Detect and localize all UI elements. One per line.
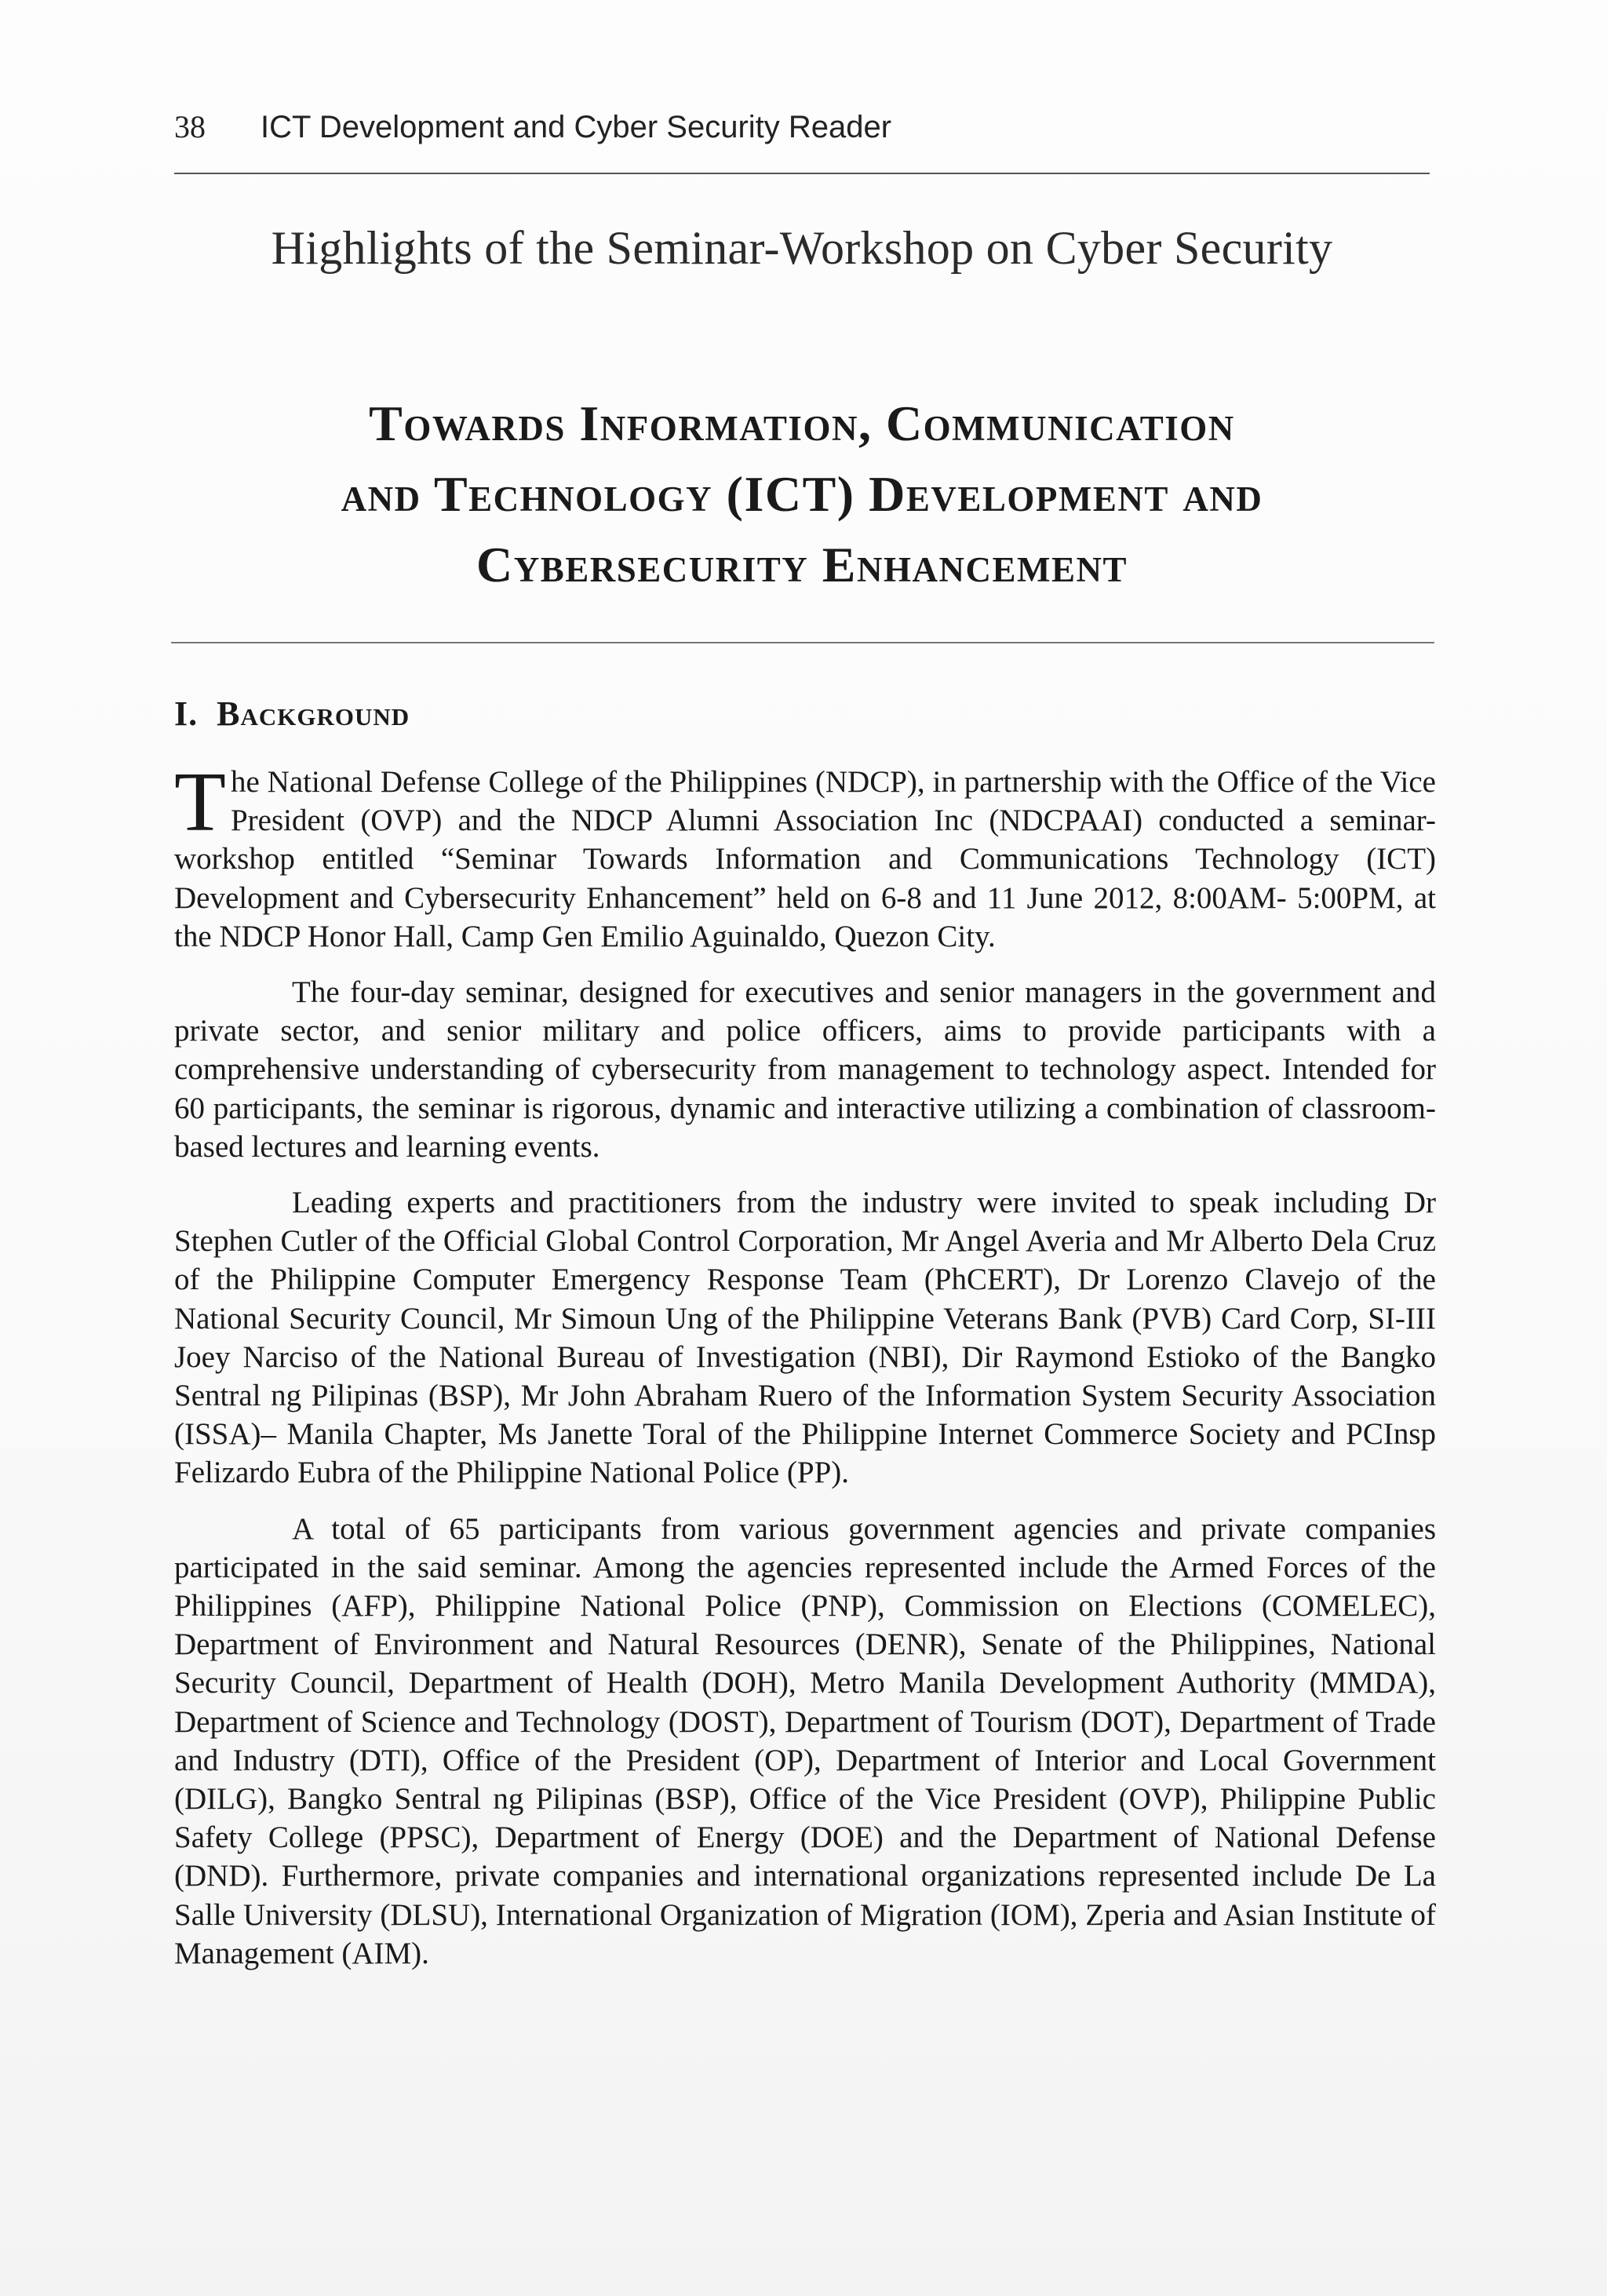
paragraph: The four-day seminar, designed for executives and senior managers in the government and private sector, and senior military and police officers, aims to provide participants with a comprehensive understanding of cybersecurity from management to technology aspect. Intended for 60 participants, the seminar is rigorous, dynamic and interactive utilizing a combination of classroom-based lectures and learning events. <box>174 975 1436 1164</box>
paragraph-text: he National Defense College of the Philippines (NDCP), in partnership with the Office of the Vice President (OVP) and the NDCP Alumni Association Inc (NDCPAAI) conducted a seminar-workshop entitled “Seminar Towards Information and Communications Technology (ICT) Development and Cybersecurity Enhancement” held on 6-8 and 11 June 2012, 8:00AM- 5:00PM, at the NDCP Honor Hall, Camp Gen Emilio Aguinaldo, Quezon City. <box>174 765 1436 953</box>
body-text <box>174 756 1436 1990</box>
title-line: Towards Information, Communication <box>369 395 1235 451</box>
section-kicker: Highlights of the Seminar-Workshop on Cyber Security <box>271 222 1333 274</box>
paragraph <box>174 756 1436 956</box>
running-header <box>174 108 1430 155</box>
title-divider <box>171 642 1434 643</box>
section-heading <box>174 694 410 734</box>
page-number: 38 <box>174 109 206 144</box>
section-number: I. <box>174 694 199 733</box>
paragraph: A total of 65 participants from various government agencies and private companies participated in the said seminar. Among the agencies represented include the Armed Forces of the Philippines (AFP), Philippine National Police (PNP), Commission on Elections (COMELEC), Department of Environment and Natural Resources (DENR), Senate of the Philippines, National Security Council, Department of Health (DOH), Metro Manila Development Authority (MMDA), Department of Science and Technology (DOST), Department of Tourism (DOT), Department of Trade and Industry (DTI), Office of the President (OP), Department of Interior and Local Government (DILG), Bangko Sentral ng Pilipinas (BSP), Office of the Vice President (OVP), Philippine Public Safety College (PPSC), Department of Energy (DOE) and the Department of National Defense (DND). Furthermore, private companies and international organizations represented include De La Salle University (DLSU), International Organization of Migration (IOM), Zperia and Asian Institute of Management (AIM). <box>174 1511 1436 1970</box>
page-title <box>174 388 1430 600</box>
drop-cap: T <box>174 756 226 849</box>
title-line: Cybersecurity Enhancement <box>476 537 1128 592</box>
running-title: ICT Development and Cyber Security Reader <box>261 110 892 144</box>
header-divider <box>174 173 1430 174</box>
paragraph: Leading experts and practitioners from the industry were invited to speak including Dr Stephen Cutler of the Official Global Control Corporation, Mr Angel Averia and Mr Alberto Dela Cruz of the Philippine Computer Emergency Response Team (PhCERT), Dr Lorenzo Clavejo of the National Security Council, Mr Simoun Ung of the Philippine Veterans Bank (PVB) Card Corp, SI-III Joey Narciso of the National Bureau of Investigation (NBI), Dir Raymond Estioko of the Bangko Sentral ng Pilipinas (BSP), Mr John Abraham Ruero of the Information System Security Association (ISSA)– Manila Chapter, Ms Janette Toral of the Philippine Internet Commerce Society and PCInsp Felizardo Eubra of the Philippine National Police (PP). <box>174 1186 1436 1490</box>
title-line: and Technology (ICT) Development and <box>341 466 1263 522</box>
section-heading-text: Background <box>217 694 410 733</box>
